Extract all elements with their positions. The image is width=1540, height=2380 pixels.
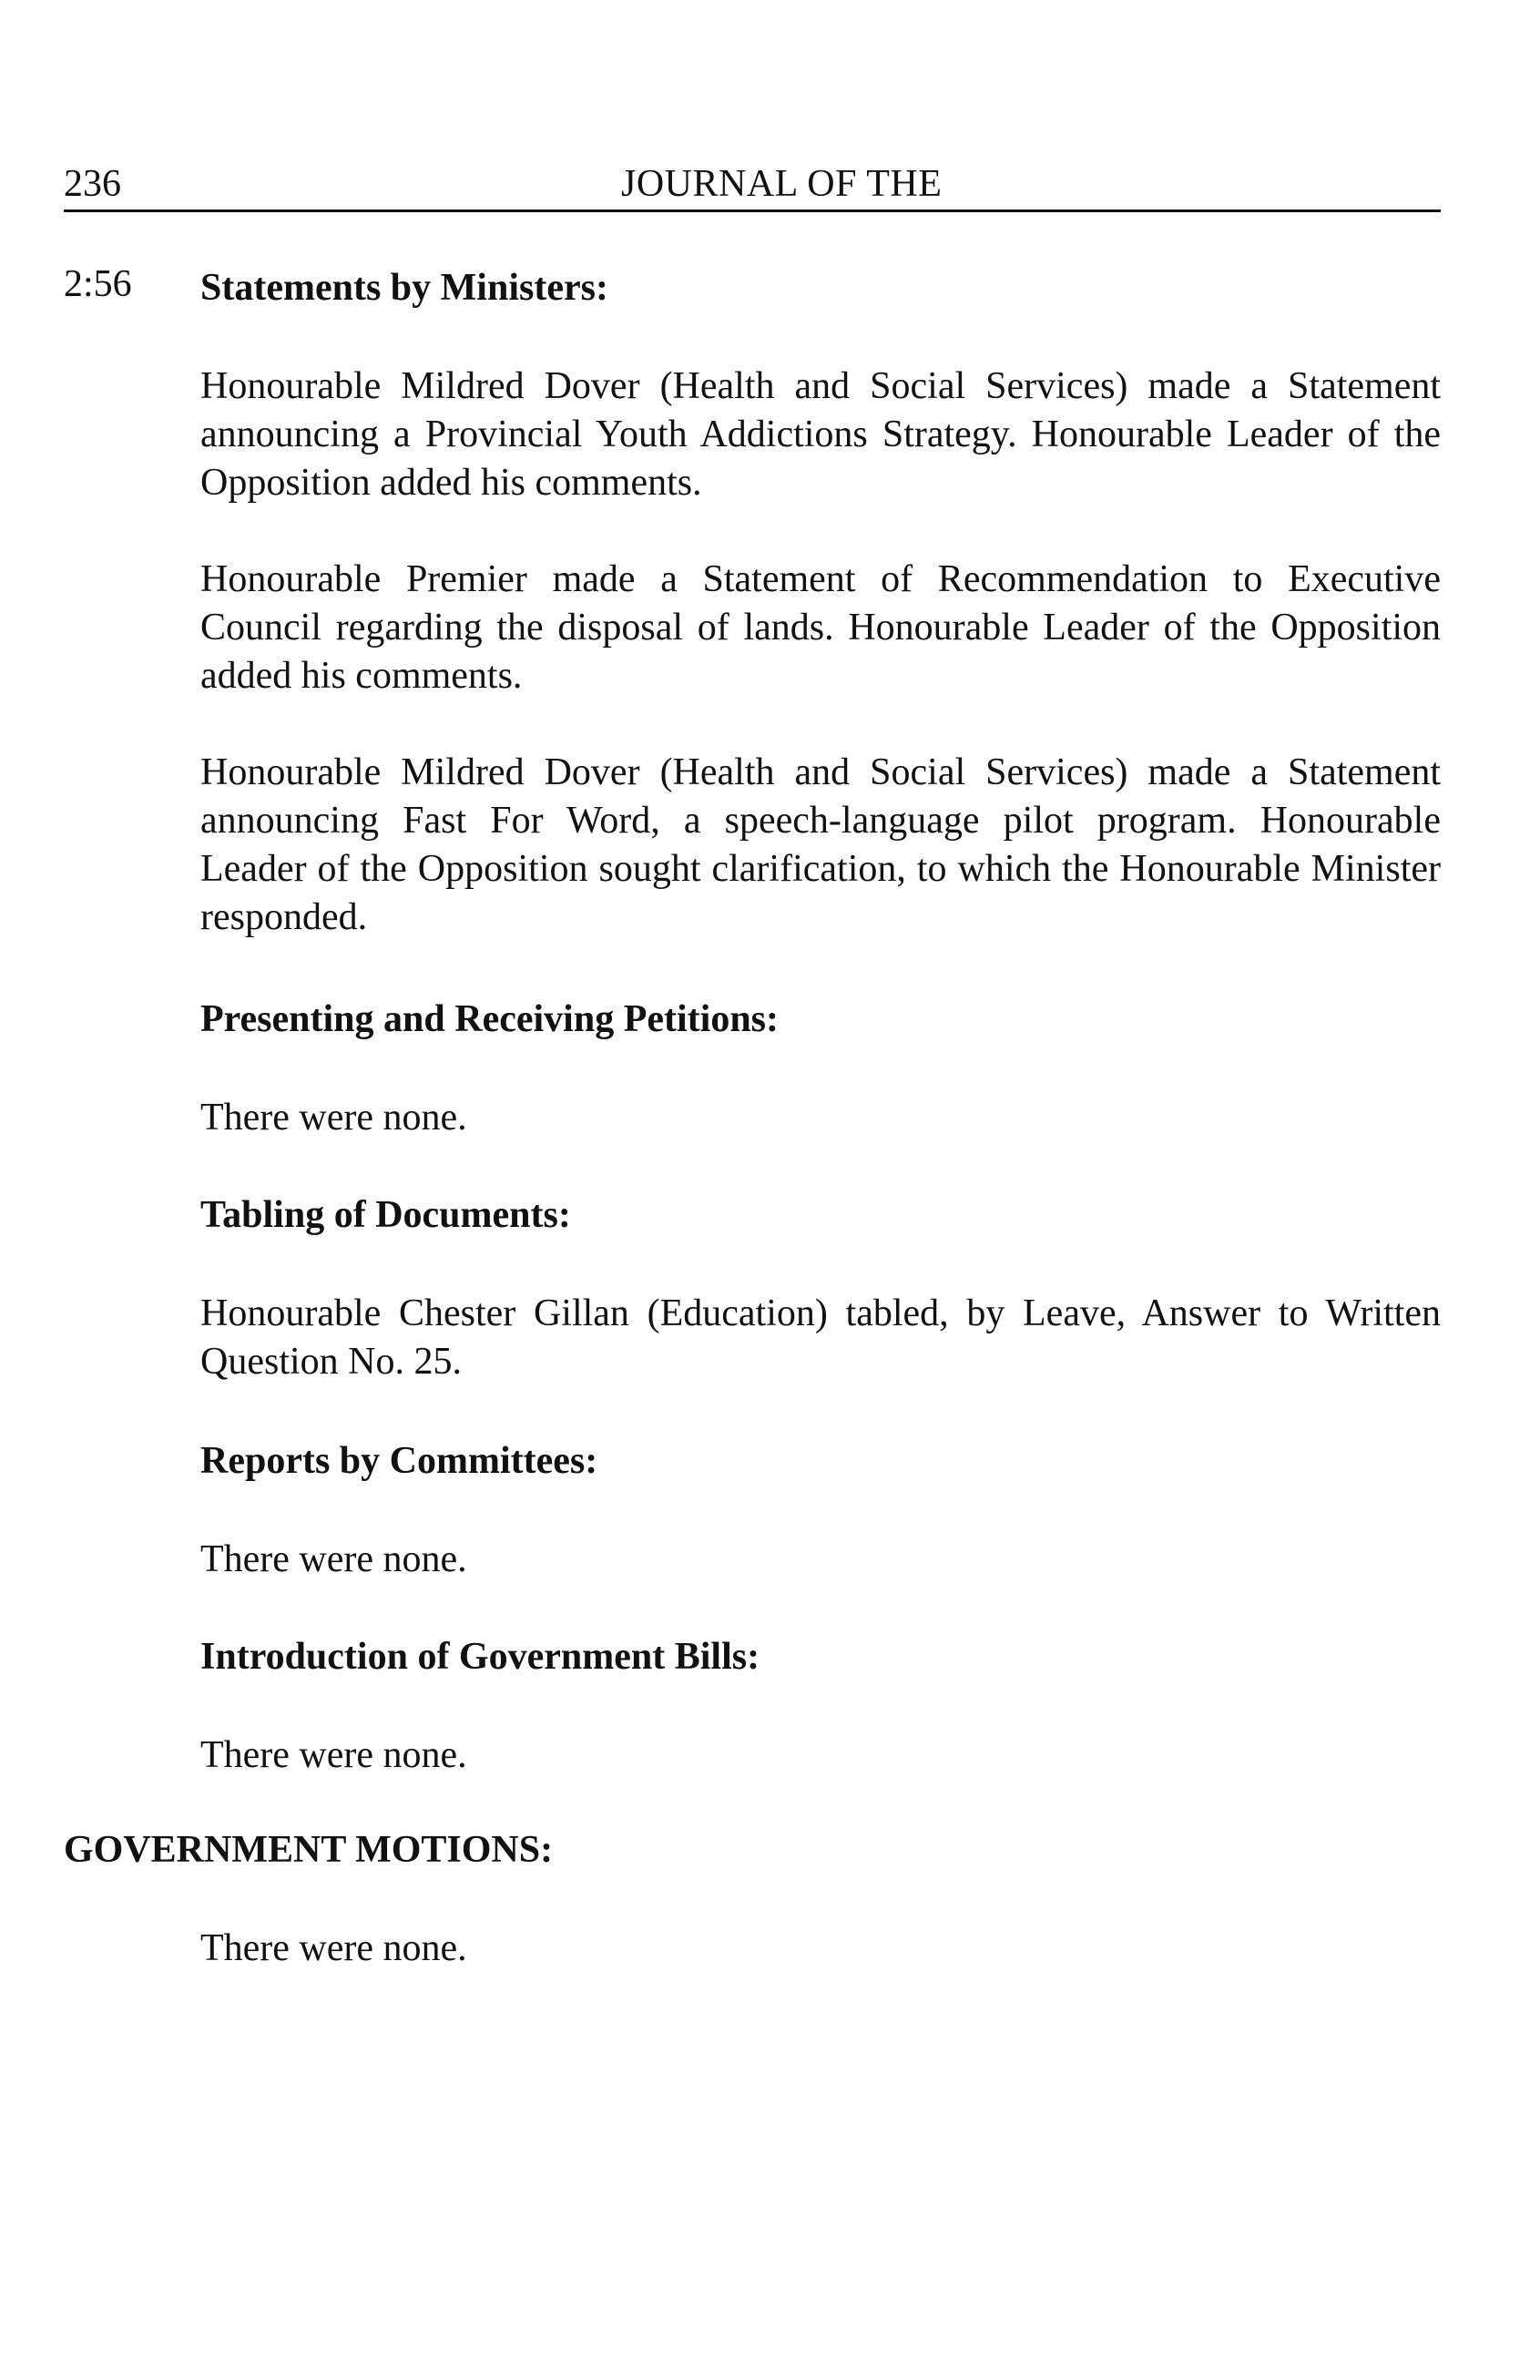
time-stamp: 2:56 bbox=[64, 263, 132, 305]
running-title: JOURNAL OF THE bbox=[621, 163, 943, 205]
tabling-text: Honourable Chester Gillan (Education) tabled, by Leave, Answer to Written Question No. 25. bbox=[200, 1292, 1441, 1383]
petitions-text: There were none. bbox=[200, 1097, 467, 1139]
statement-paragraph-2: Honourable Premier made a Statement of Recommendation to Executive Council regarding the disposal of lands. Honourable Leader of the Opposition added his comments. bbox=[200, 558, 1441, 697]
heading-statements-by-ministers: Statements by Ministers: bbox=[200, 267, 608, 309]
heading-government-motions: GOVERNMENT MOTIONS: bbox=[64, 1829, 554, 1871]
heading-reports-by-committees: Reports by Committees: bbox=[200, 1440, 598, 1482]
heading-tabling-of-documents: Tabling of Documents: bbox=[200, 1194, 571, 1236]
government-motions-text: There were none. bbox=[200, 1927, 467, 1969]
heading-presenting-petitions: Presenting and Receiving Petitions: bbox=[200, 998, 780, 1040]
reports-text: There were none. bbox=[200, 1538, 467, 1580]
government-bills-text: There were none. bbox=[200, 1734, 467, 1776]
statement-paragraph-1: Honourable Mildred Dover (Health and Social Services) made a Statement announcing a Provincial Youth Addictions Strategy. Honourable Leader of the Opposition added his comments. bbox=[200, 365, 1441, 504]
page-number: 236 bbox=[64, 163, 121, 205]
statement-paragraph-3: Honourable Mildred Dover (Health and Social Services) made a Statement announcing Fast For Word, a speech-language pilot program. Honourable Leader of the Opposition sought clarification, to which the Honourable Minister responded. bbox=[200, 751, 1441, 938]
heading-introduction-of-government-bills: Introduction of Government Bills: bbox=[200, 1636, 760, 1678]
page-header bbox=[64, 162, 1441, 212]
